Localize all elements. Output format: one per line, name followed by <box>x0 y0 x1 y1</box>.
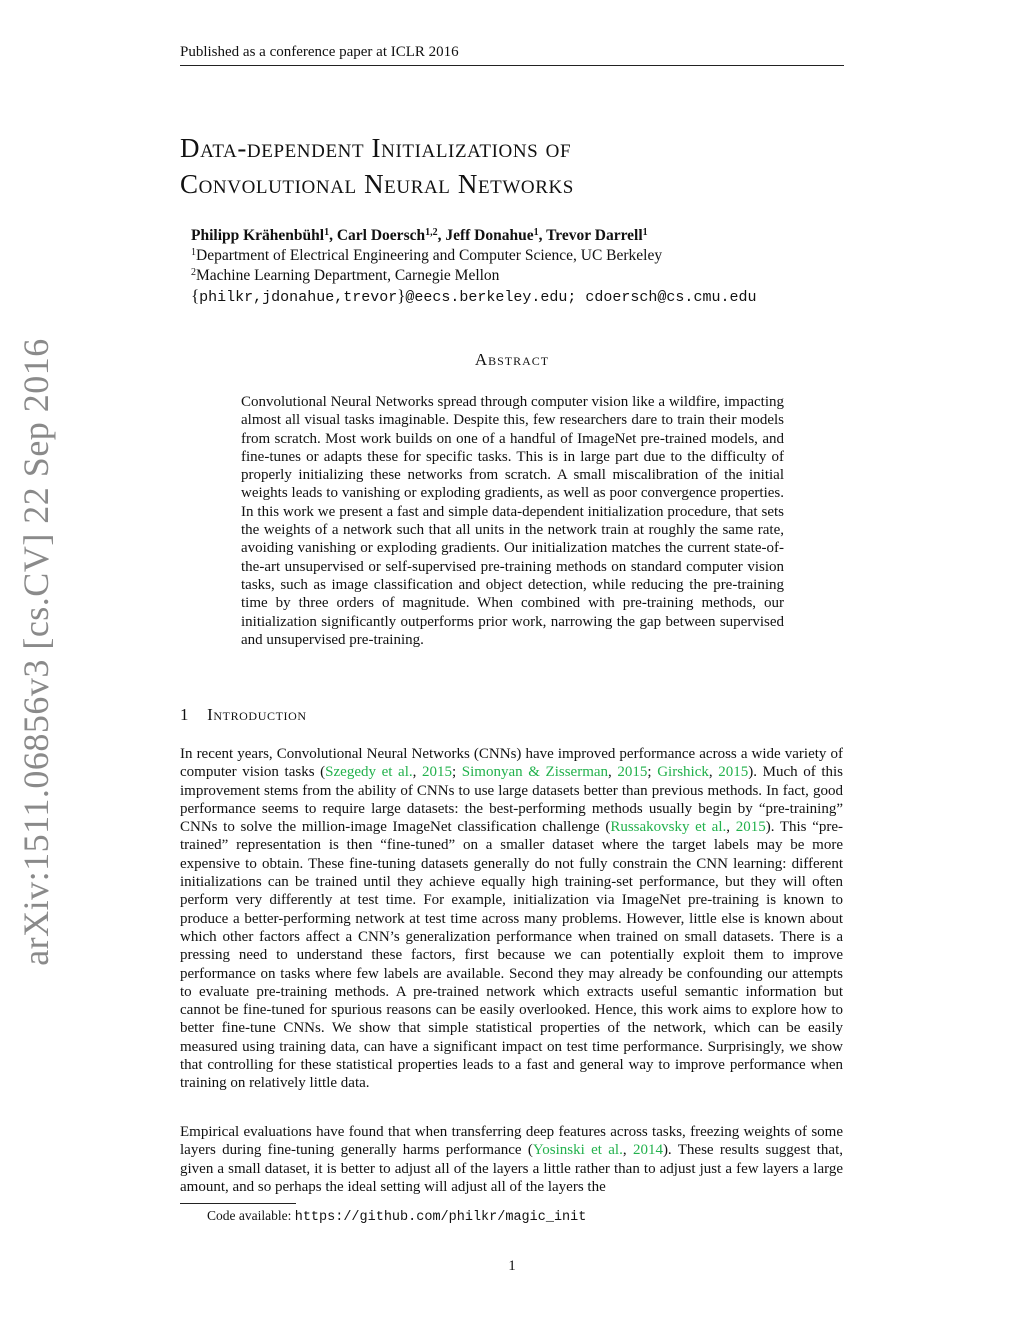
email-domains: @eecs.berkeley.edu; cdoersch@cs.cmu.edu <box>405 289 757 306</box>
citation-link[interactable]: Russakovsky et al. <box>610 819 727 836</box>
paragraph-text: ). These results suggest that, given a small dataset, it is better to adjust all of the layers a little rather than to adjust just a few layers a large amount, and so perhaps the ideal setting will adjust all of the layers the <box>180 1142 843 1195</box>
author-name: Philipp Krähenbühl <box>191 227 325 244</box>
affiliation-mark: 1,2 <box>425 227 438 238</box>
arxiv-id[interactable]: arXiv:1511.06856v3 [cs.CV] 22 Sep 2016 <box>16 338 56 966</box>
section-heading-introduction <box>180 705 307 725</box>
affiliation-mark: 1 <box>533 227 539 238</box>
abstract-heading: Abstract <box>474 350 550 369</box>
paper-title <box>180 130 880 202</box>
brace-close: } <box>397 286 406 305</box>
citation-sep: ; <box>452 764 462 781</box>
author-block <box>191 226 871 308</box>
author-emails[interactable] <box>191 286 871 308</box>
footnote-divider <box>180 1203 296 1204</box>
affiliation-mark: 2 <box>191 267 196 278</box>
author-names <box>191 226 871 246</box>
author-separator: , <box>538 227 547 244</box>
citation-year-link[interactable]: 2015 <box>718 764 749 781</box>
paragraph-text: ). This “pre-trained” representation is then “fine-tuned” on a smaller dataset where the target labels may be more expensive to obtain. These fine-tuning datasets generally do not fully constrain the CNN learning: different initializations can be trained until they achieve equally high training-set performance, but they will often perform very differently at test time. For example, initialization via ImageNet pre-training is known to produce a better-performing network at test time across many problems. However, little else is known about which other factors affect a CNN’s generalization performance when trained on small datasets. There is a pressing need to understand these factors, first because we can potentially exploit them to improve performance on tasks where few labels are available. Second they may already be confounding our attempts to evaluate pre-training methods. A pre-trained network which extracts useful semantic information but cannot be fine-tuned for spurious reasons can be easily overlooked. Hence, this work aims to explore how to better fine-tune CNNs. We show that simple statistical properties of the network, which can be easily measured using training data, can have a significant impact on test time performance. Surprisingly, we show that controlling for these statistical properties leads to a fast and general way to improve performance when training on relatively little data. <box>180 819 844 1092</box>
running-header: Published as a conference paper at ICLR 2016 <box>180 44 844 66</box>
affiliation-1 <box>191 246 871 266</box>
affiliation-2 <box>191 266 871 286</box>
author-name: Trevor Darrell <box>546 227 643 244</box>
affiliation-mark: 1 <box>191 247 196 258</box>
affiliation-text: Machine Learning Department, Carnegie Mellon <box>196 267 500 284</box>
citation-sep: , <box>412 764 422 781</box>
author-name: Carl Doersch <box>336 227 426 244</box>
author-separator: , <box>437 227 446 244</box>
citation-sep: , <box>608 764 618 781</box>
citation-year-link[interactable]: 2015 <box>422 764 452 781</box>
intro-paragraph-2 <box>180 1123 843 1196</box>
title-line-1: Data-dependent Initializations of <box>180 133 572 163</box>
citation-link[interactable]: Yosinski et al. <box>532 1142 623 1159</box>
citation-link[interactable]: Szegedy et al. <box>325 764 413 781</box>
citation-sep: , <box>708 764 719 781</box>
affiliation-mark: 1 <box>642 227 648 238</box>
citation-link[interactable]: Simonyan & Zisserman <box>461 764 609 781</box>
brace-open: { <box>191 286 200 305</box>
author-separator: , <box>329 227 337 244</box>
abstract-body: Convolutional Neural Networks spread through computer vision like a wildfire, impacting almost all visual tasks imaginable. Despite this, few researchers dare to train their models from scratch. Most work builds on one of a handful of ImageNet pre-trained models, and fine-tunes or adapts these for specific tasks. This is in large part due to the difficulty of properly initializing these networks from scratch. A small miscalibration of the initial weights leads to vanishing or exploding gradients, as well as poor convergence properties. In this work we present a fast and simple data-dependent initialization procedure, that sets the weights of a network such that all units in the network train at roughly the same rate, avoiding vanishing or exploding gradients. Our initialization matches the current state-of-the-art unsupervised or self-supervised pre-training methods on standard computer vision tasks, such as image classification and object detection, while reducing the pre-training time by three orders of magnitude. When combined with pre-training methods, our initialization significantly outperforms prior work, narrowing the gap between supervised and unsupervised pre-training. <box>241 394 784 648</box>
page-number: 1 <box>508 1258 516 1274</box>
citation-link[interactable]: Girshick <box>657 764 709 781</box>
citation-year-link[interactable]: 2015 <box>735 819 766 836</box>
paragraph-text: Empirical evaluations have found that when transferring deep features across tasks, freezing weights of some layers during fine-tuning generally harms performance ( <box>180 1124 843 1159</box>
section-title: Introduction <box>207 705 307 724</box>
affiliation-text: Department of Electrical Engineering and Computer Science, UC Berkeley <box>196 247 663 264</box>
code-url-link[interactable]: https://github.com/philkr/magic_init <box>294 1210 587 1225</box>
citation-sep: ; <box>647 764 658 781</box>
author-name: Jeff Donahue <box>445 227 534 244</box>
citation-sep: , <box>622 1142 633 1159</box>
intro-paragraph-1 <box>180 745 843 1093</box>
paragraph-text: ). Much of this improvement stems from the ability of CNNs to use large datasets better than previous methods. In fact, good performance seems to require large datasets: the best-performing methods usually begin by “pre-training” CNNs to solve the million-image ImageNet classification challenge ( <box>180 764 844 836</box>
citation-year-link[interactable]: 2015 <box>617 764 648 781</box>
paragraph-text: In recent years, Convolutional Neural Networks (CNNs) have improved performance across a wide variety of computer vision tasks ( <box>180 746 843 781</box>
affiliation-mark: 1 <box>324 227 330 238</box>
email-users: philkr,jdonahue,trevor <box>199 289 398 306</box>
footnote-label: Code available: <box>207 1208 295 1223</box>
title-line-2: Convolutional Neural Networks <box>180 169 574 199</box>
citation-year-link[interactable]: 2014 <box>632 1142 663 1159</box>
arxiv-stamp <box>0 338 72 966</box>
citation-sep: , <box>726 819 736 836</box>
section-number: 1 <box>180 705 190 724</box>
footnote <box>207 1208 586 1225</box>
